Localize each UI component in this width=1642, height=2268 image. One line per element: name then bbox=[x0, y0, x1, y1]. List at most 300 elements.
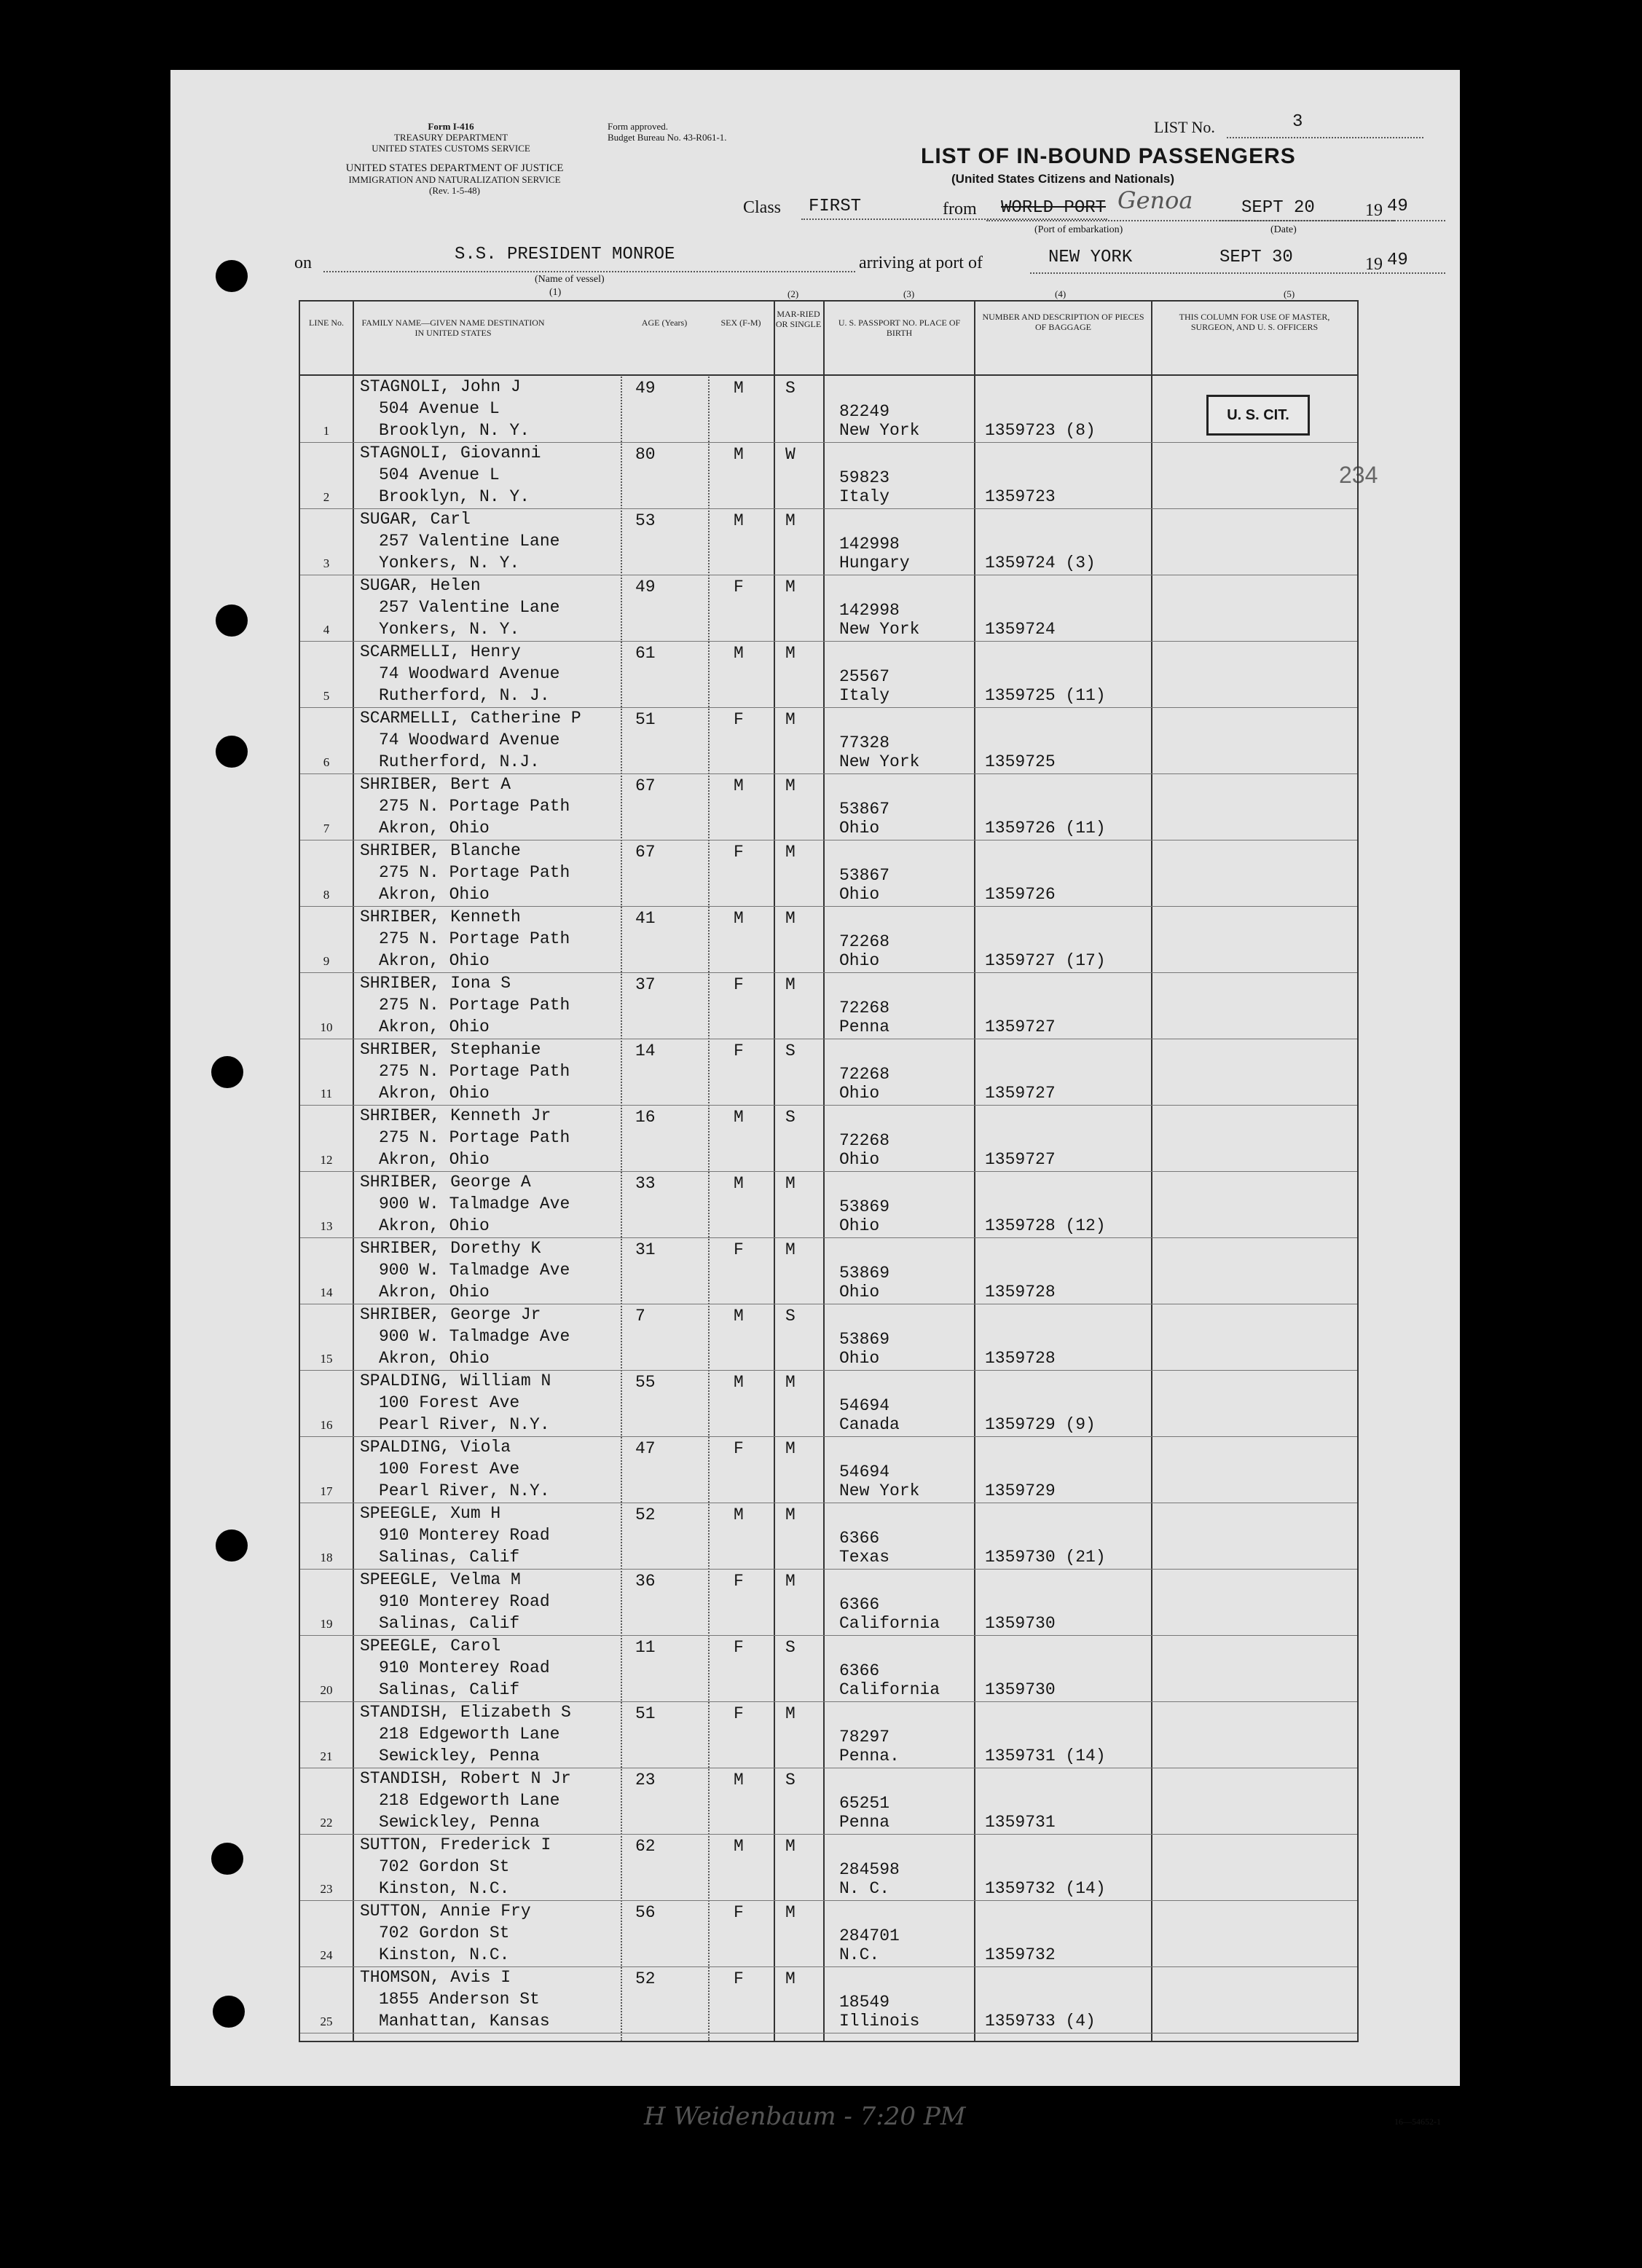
address-street: 74 Woodward Avenue bbox=[379, 731, 560, 749]
address-city: Akron, Ohio bbox=[379, 885, 490, 904]
passenger-name: SHRIBER, George A bbox=[360, 1173, 531, 1192]
address-street: 900 W. Talmadge Ave bbox=[379, 1194, 570, 1213]
address-city: Sewickley, Penna bbox=[379, 1747, 540, 1765]
sex: M bbox=[734, 511, 744, 530]
age: 49 bbox=[635, 379, 656, 398]
passport-number: 54694 bbox=[839, 1462, 890, 1481]
table-row bbox=[300, 840, 1357, 907]
marital-status: S bbox=[785, 1108, 796, 1127]
table-row bbox=[300, 1966, 1357, 2033]
marital-status: M bbox=[785, 843, 796, 862]
age: 47 bbox=[635, 1439, 656, 1458]
age: 49 bbox=[635, 578, 656, 596]
birthplace: N.C. bbox=[839, 1945, 880, 1964]
address-street: 275 N. Portage Path bbox=[379, 863, 570, 882]
col-num-5: (5) bbox=[1284, 288, 1295, 299]
passport-number: 82249 bbox=[839, 402, 890, 421]
col-header-officers: THIS COLUMN FOR USE OF MASTER, SURGEON, AND U. S. OFFICERS bbox=[1179, 312, 1330, 332]
table-row bbox=[300, 773, 1357, 840]
address-street: 504 Avenue L bbox=[379, 465, 500, 484]
age: 80 bbox=[635, 445, 656, 464]
sex: F bbox=[734, 1572, 744, 1591]
baggage: 1359724 bbox=[985, 620, 1056, 639]
table-row bbox=[300, 1635, 1357, 1702]
address-city: Rutherford, N. J. bbox=[379, 686, 550, 705]
passport-number: 53869 bbox=[839, 1197, 890, 1216]
address-city: Pearl River, N.Y. bbox=[379, 1415, 550, 1434]
col-header-passport: U. S. PASSPORT NO. PLACE OF BIRTH bbox=[838, 318, 961, 338]
address-city: Brooklyn, N. Y. bbox=[379, 487, 530, 506]
address-city: Sewickley, Penna bbox=[379, 1813, 540, 1832]
revision-date: (Rev. 1-5-48) bbox=[429, 185, 480, 196]
address-street: 1855 Anderson St bbox=[379, 1990, 540, 2009]
address-street: 257 Valentine Lane bbox=[379, 532, 560, 551]
line-number: 7 bbox=[323, 822, 330, 835]
passenger-name: SHRIBER, Bert A bbox=[360, 775, 511, 794]
age: 23 bbox=[635, 1771, 656, 1789]
passport-number: 53867 bbox=[839, 800, 890, 819]
passport-number: 72268 bbox=[839, 1131, 890, 1150]
address-city: Pearl River, N.Y. bbox=[379, 1481, 550, 1500]
address-city: Salinas, Calif bbox=[379, 1548, 520, 1567]
marital-status: S bbox=[785, 1042, 796, 1060]
age: 52 bbox=[635, 1505, 656, 1524]
address-street: 900 W. Talmadge Ave bbox=[379, 1327, 570, 1346]
address-city: Kinston, N.C. bbox=[379, 1945, 510, 1964]
budget-bureau: Budget Bureau No. 43-R061-1. bbox=[608, 132, 727, 143]
sex: M bbox=[734, 909, 744, 928]
stamp-serial-number: 234 bbox=[1339, 462, 1378, 488]
vessel-name: S.S. PRESIDENT MONROE bbox=[455, 245, 675, 264]
col-num-4: (4) bbox=[1055, 288, 1066, 299]
birthplace: Ohio bbox=[839, 819, 880, 838]
date-caption: (Date) bbox=[1270, 224, 1297, 235]
age: 55 bbox=[635, 1373, 656, 1392]
birthplace: Canada bbox=[839, 1415, 900, 1434]
baggage: 1359727 bbox=[985, 1084, 1056, 1103]
address-city: Manhattan, Kansas bbox=[379, 2012, 550, 2031]
passenger-name: STANDISH, Robert N Jr bbox=[360, 1769, 571, 1788]
baggage: 1359729 bbox=[985, 1481, 1056, 1500]
sex: F bbox=[734, 1240, 744, 1259]
passport-number: 284701 bbox=[839, 1926, 900, 1945]
address-street: 275 N. Portage Path bbox=[379, 929, 570, 948]
address-city: Salinas, Calif bbox=[379, 1680, 520, 1699]
baggage: 1359726 bbox=[985, 885, 1056, 904]
passenger-name: STANDISH, Elizabeth S bbox=[360, 1703, 571, 1722]
birthplace: New York bbox=[839, 1481, 920, 1500]
page-subtitle: (United States Citizens and Nationals) bbox=[951, 172, 1175, 186]
address-city: Rutherford, N.J. bbox=[379, 752, 540, 771]
marital-status: M bbox=[785, 1373, 796, 1392]
line-number: 22 bbox=[320, 1816, 333, 1830]
passport-number: 6366 bbox=[839, 1529, 880, 1548]
table-row bbox=[300, 641, 1357, 708]
table-row bbox=[300, 376, 1357, 443]
col-header-married: MAR-RIED OR SINGLE bbox=[775, 309, 822, 329]
sex: M bbox=[734, 644, 744, 663]
baggage: 1359727 (17) bbox=[985, 951, 1106, 970]
age: 53 bbox=[635, 511, 656, 530]
col-num-2: (2) bbox=[787, 288, 799, 299]
passport-number: 77328 bbox=[839, 733, 890, 752]
marital-status: M bbox=[785, 776, 796, 795]
baggage: 1359727 bbox=[985, 1150, 1056, 1169]
table-row bbox=[300, 1503, 1357, 1570]
address-street: 910 Monterey Road bbox=[379, 1526, 550, 1545]
from-label: from bbox=[943, 200, 977, 218]
birthplace: Italy bbox=[839, 686, 890, 705]
port-embarkation-handwritten: Genoa bbox=[1117, 186, 1193, 214]
table-row bbox=[300, 1370, 1357, 1437]
passenger-name: SHRIBER, Kenneth Jr bbox=[360, 1106, 551, 1125]
passport-number: 6366 bbox=[839, 1595, 880, 1614]
binder-hole bbox=[216, 260, 248, 292]
line-number: 6 bbox=[323, 755, 330, 769]
age: 51 bbox=[635, 710, 656, 729]
marital-status: S bbox=[785, 1771, 796, 1789]
address-street: 218 Edgeworth Lane bbox=[379, 1725, 560, 1744]
passenger-name: SHRIBER, Iona S bbox=[360, 974, 511, 993]
baggage: 1359731 (14) bbox=[985, 1747, 1106, 1765]
form-header-justice bbox=[287, 163, 622, 196]
list-no-label: LIST No. bbox=[1154, 118, 1215, 136]
line-number: 16 bbox=[320, 1418, 333, 1432]
address-street: 275 N. Portage Path bbox=[379, 996, 570, 1015]
form-approved: Form approved. bbox=[608, 121, 669, 132]
passport-number: 53869 bbox=[839, 1330, 890, 1349]
baggage: 1359727 bbox=[985, 1017, 1056, 1036]
sex: M bbox=[734, 776, 744, 795]
sex: M bbox=[734, 379, 744, 398]
col-header-baggage: NUMBER AND DESCRIPTION OF PIECES OF BAGGAGE bbox=[982, 312, 1144, 332]
address-city: Yonkers, N. Y. bbox=[379, 554, 520, 572]
us-citizen-stamp: U. S. CIT. bbox=[1206, 395, 1310, 436]
passenger-name: STAGNOLI, Giovanni bbox=[360, 444, 541, 462]
line-number: 2 bbox=[323, 490, 330, 504]
marital-status: M bbox=[785, 578, 796, 596]
line-number: 1 bbox=[323, 424, 330, 438]
line-number: 20 bbox=[320, 1683, 333, 1697]
col-header-sex: SEX (F-M) bbox=[720, 318, 761, 328]
vessel-caption: (Name of vessel) bbox=[535, 274, 605, 285]
baggage: 1359728 bbox=[985, 1349, 1056, 1368]
marital-status: M bbox=[785, 1240, 796, 1259]
line-number: 24 bbox=[320, 1948, 333, 1962]
passenger-name: SUTTON, Annie Fry bbox=[360, 1902, 531, 1921]
list-no-value: 3 bbox=[1292, 112, 1303, 132]
passport-number: 54694 bbox=[839, 1396, 890, 1415]
marital-status: S bbox=[785, 379, 796, 398]
line-number: 19 bbox=[320, 1617, 333, 1631]
passport-number: 284598 bbox=[839, 1860, 900, 1879]
table-row bbox=[300, 1436, 1357, 1503]
sex: M bbox=[734, 1837, 744, 1856]
address-city: Akron, Ohio bbox=[379, 1283, 490, 1302]
sex: F bbox=[734, 578, 744, 596]
port-embarkation-caption: (Port of embarkation) bbox=[1034, 224, 1123, 235]
embark-year-prefix: 19 bbox=[1365, 201, 1383, 220]
table-row bbox=[300, 508, 1357, 575]
address-city: Brooklyn, N. Y. bbox=[379, 421, 530, 440]
passenger-name: SHRIBER, Kenneth bbox=[360, 907, 521, 926]
form-header-treasury bbox=[345, 121, 557, 154]
line-number: 5 bbox=[323, 689, 330, 703]
line-number: 3 bbox=[323, 556, 330, 570]
address-street: 900 W. Talmadge Ave bbox=[379, 1261, 570, 1280]
address-street: 702 Gordon St bbox=[379, 1857, 510, 1876]
table-row bbox=[300, 1105, 1357, 1172]
birthplace: Illinois bbox=[839, 2012, 920, 2031]
age: 31 bbox=[635, 1240, 656, 1259]
age: 36 bbox=[635, 1572, 656, 1591]
marital-status: S bbox=[785, 1638, 796, 1657]
arriving-label: arriving at port of bbox=[859, 253, 983, 272]
col-num-3: (3) bbox=[903, 288, 915, 299]
passport-number: 18549 bbox=[839, 1993, 890, 2012]
age: 7 bbox=[635, 1307, 645, 1326]
address-city: Akron, Ohio bbox=[379, 1150, 490, 1169]
sex: F bbox=[734, 975, 744, 994]
sex: M bbox=[734, 1373, 744, 1392]
line-number: 11 bbox=[320, 1087, 333, 1100]
table-row bbox=[300, 1304, 1357, 1371]
address-street: 74 Woodward Avenue bbox=[379, 664, 560, 683]
table-row bbox=[300, 1569, 1357, 1636]
table-row bbox=[300, 442, 1357, 509]
embark-date: SEPT 20 bbox=[1241, 198, 1315, 218]
on-label: on bbox=[294, 253, 312, 272]
address-street: 257 Valentine Lane bbox=[379, 598, 560, 617]
sex: F bbox=[734, 1439, 744, 1458]
table-row bbox=[300, 1039, 1357, 1106]
class-value: FIRST bbox=[809, 197, 862, 216]
passenger-table bbox=[299, 300, 1359, 2042]
passenger-name: SPEEGLE, Velma M bbox=[360, 1570, 521, 1589]
marital-status: M bbox=[785, 1969, 796, 1988]
line-number: 25 bbox=[320, 2015, 333, 2028]
line-number: 10 bbox=[320, 1020, 333, 1034]
line-number: 15 bbox=[320, 1352, 333, 1366]
baggage: 1359731 bbox=[985, 1813, 1056, 1832]
birthplace: California bbox=[839, 1680, 940, 1699]
sex: F bbox=[734, 1903, 744, 1922]
age: 37 bbox=[635, 975, 656, 994]
passenger-name: SPEEGLE, Carol bbox=[360, 1637, 501, 1655]
birthplace: Ohio bbox=[839, 885, 880, 904]
address-city: Yonkers, N. Y. bbox=[379, 620, 520, 639]
treasury-department: TREASURY DEPARTMENT bbox=[393, 132, 508, 143]
form-footer-number: 16—54652-1 bbox=[1394, 2117, 1441, 2127]
passenger-name: SUGAR, Helen bbox=[360, 576, 481, 595]
line-number: 12 bbox=[320, 1153, 333, 1167]
line-number: 9 bbox=[323, 954, 330, 968]
marital-status: M bbox=[785, 1903, 796, 1922]
marital-status: S bbox=[785, 1307, 796, 1326]
passenger-name: SPEEGLE, Xum H bbox=[360, 1504, 501, 1523]
birthplace: Italy bbox=[839, 487, 890, 506]
table-row bbox=[300, 707, 1357, 774]
table-row bbox=[300, 575, 1357, 642]
passenger-name: SUGAR, Carl bbox=[360, 510, 471, 529]
line-number: 14 bbox=[320, 1285, 333, 1299]
sex: F bbox=[734, 1638, 744, 1657]
sex: M bbox=[734, 1108, 744, 1127]
address-city: Akron, Ohio bbox=[379, 1349, 490, 1368]
table-row bbox=[300, 972, 1357, 1039]
address-street: 702 Gordon St bbox=[379, 1924, 510, 1942]
passenger-name: SCARMELLI, Catherine P bbox=[360, 709, 581, 728]
age: 67 bbox=[635, 843, 656, 862]
birthplace: Penna. bbox=[839, 1747, 900, 1765]
page-title: LIST OF IN-BOUND PASSENGERS bbox=[921, 144, 1296, 168]
customs-service: UNITED STATES CUSTOMS SERVICE bbox=[372, 143, 530, 154]
age: 41 bbox=[635, 909, 656, 928]
passport-number: 53869 bbox=[839, 1264, 890, 1283]
binder-hole bbox=[211, 1056, 243, 1088]
baggage: 1359728 bbox=[985, 1283, 1056, 1302]
marital-status: M bbox=[785, 1174, 796, 1193]
passport-number: 72268 bbox=[839, 1065, 890, 1084]
address-street: 100 Forest Ave bbox=[379, 1393, 520, 1412]
address-street: 218 Edgeworth Lane bbox=[379, 1791, 560, 1810]
arrival-date: SEPT 30 bbox=[1219, 248, 1293, 267]
passport-number: 53867 bbox=[839, 866, 890, 885]
embark-year: 49 bbox=[1387, 197, 1408, 216]
marital-status: M bbox=[785, 644, 796, 663]
line-number: 23 bbox=[320, 1882, 333, 1896]
address-city: Akron, Ohio bbox=[379, 1017, 490, 1036]
birthplace: Ohio bbox=[839, 1283, 880, 1302]
baggage: 1359730 bbox=[985, 1680, 1056, 1699]
line-number: 18 bbox=[320, 1551, 333, 1564]
address-city: Akron, Ohio bbox=[379, 1084, 490, 1103]
address-street: 275 N. Portage Path bbox=[379, 1062, 570, 1081]
table-row bbox=[300, 1834, 1357, 1901]
birthplace: Ohio bbox=[839, 1216, 880, 1235]
class-label: Class bbox=[743, 198, 782, 217]
passport-number: 72268 bbox=[839, 999, 890, 1017]
sex: F bbox=[734, 1704, 744, 1723]
baggage: 1359728 (12) bbox=[985, 1216, 1106, 1235]
binder-hole bbox=[216, 605, 248, 637]
age: 16 bbox=[635, 1108, 656, 1127]
table-row bbox=[300, 1768, 1357, 1835]
sex: M bbox=[734, 445, 744, 464]
sex: M bbox=[734, 1174, 744, 1193]
address-street: 504 Avenue L bbox=[379, 399, 500, 418]
address-city: Salinas, Calif bbox=[379, 1614, 520, 1633]
passenger-name: SHRIBER, Blanche bbox=[360, 841, 521, 860]
passport-number: 72268 bbox=[839, 932, 890, 951]
passport-number: 78297 bbox=[839, 1728, 890, 1747]
age: 33 bbox=[635, 1174, 656, 1193]
sex: M bbox=[734, 1505, 744, 1524]
binder-hole bbox=[216, 1529, 248, 1562]
birthplace: Ohio bbox=[839, 1349, 880, 1368]
sex: F bbox=[734, 843, 744, 862]
address-street: 910 Monterey Road bbox=[379, 1658, 550, 1677]
birthplace: Texas bbox=[839, 1548, 890, 1567]
table-row bbox=[300, 1900, 1357, 1967]
passenger-name: SPALDING, William N bbox=[360, 1371, 551, 1390]
arrival-year-prefix: 19 bbox=[1365, 255, 1383, 274]
marital-status: M bbox=[785, 1505, 796, 1524]
marital-status: M bbox=[785, 710, 796, 729]
passport-number: 142998 bbox=[839, 601, 900, 620]
marital-status: M bbox=[785, 909, 796, 928]
baggage: 1359730 bbox=[985, 1614, 1056, 1633]
col-header-name: FAMILY NAME—GIVEN NAME DESTINATION IN UNITED STATES bbox=[361, 318, 545, 338]
table-row bbox=[300, 1171, 1357, 1238]
birthplace: New York bbox=[839, 752, 920, 771]
officer-signature: H Weidenbaum - 7:20 PM bbox=[644, 2102, 966, 2131]
age: 14 bbox=[635, 1042, 656, 1060]
table-row bbox=[300, 1237, 1357, 1304]
binder-hole bbox=[216, 736, 248, 768]
address-street: 100 Forest Ave bbox=[379, 1460, 520, 1478]
baggage: 1359723 (8) bbox=[985, 421, 1096, 440]
binder-hole bbox=[213, 1996, 245, 2028]
form-number: Form I-416 bbox=[428, 121, 474, 132]
birthplace: Penna bbox=[839, 1813, 890, 1832]
address-street: 275 N. Portage Path bbox=[379, 797, 570, 816]
arrival-port: NEW YORK bbox=[1048, 248, 1133, 267]
passenger-name: SPALDING, Viola bbox=[360, 1438, 511, 1457]
baggage: 1359730 (21) bbox=[985, 1548, 1106, 1567]
passenger-name: STAGNOLI, John J bbox=[360, 377, 521, 396]
table-row bbox=[300, 1701, 1357, 1768]
baggage: 1359726 (11) bbox=[985, 819, 1106, 838]
passport-number: 6366 bbox=[839, 1661, 880, 1680]
sex: M bbox=[734, 1771, 744, 1789]
birthplace: New York bbox=[839, 421, 920, 440]
baggage: 1359724 (3) bbox=[985, 554, 1096, 572]
birthplace: Ohio bbox=[839, 1150, 880, 1169]
marital-status: M bbox=[785, 975, 796, 994]
marital-status: M bbox=[785, 1572, 796, 1591]
passenger-name: SUTTON, Frederick I bbox=[360, 1835, 551, 1854]
line-number: 17 bbox=[320, 1484, 333, 1498]
passenger-name: SHRIBER, Stephanie bbox=[360, 1040, 541, 1059]
line-number: 8 bbox=[323, 888, 330, 902]
sex: F bbox=[734, 710, 744, 729]
sex: M bbox=[734, 1307, 744, 1326]
marital-status: M bbox=[785, 1704, 796, 1723]
marital-status: W bbox=[785, 445, 796, 464]
address-street: 910 Monterey Road bbox=[379, 1592, 550, 1611]
marital-status: M bbox=[785, 1837, 796, 1856]
address-city: Kinston, N.C. bbox=[379, 1879, 510, 1898]
arrival-year: 49 bbox=[1387, 251, 1408, 270]
passenger-name: SHRIBER, George Jr bbox=[360, 1305, 541, 1324]
line-number: 21 bbox=[320, 1749, 333, 1763]
baggage: 1359725 bbox=[985, 752, 1056, 771]
age: 51 bbox=[635, 1704, 656, 1723]
birthplace: Hungary bbox=[839, 554, 910, 572]
col-header-line-no: LINE No. bbox=[309, 318, 344, 328]
birthplace: N. C. bbox=[839, 1879, 890, 1898]
marital-status: M bbox=[785, 1439, 796, 1458]
baggage: 1359725 (11) bbox=[985, 686, 1106, 705]
birthplace: Penna bbox=[839, 1017, 890, 1036]
age: 62 bbox=[635, 1837, 656, 1856]
address-city: Akron, Ohio bbox=[379, 951, 490, 970]
baggage: 1359732 (14) bbox=[985, 1879, 1106, 1898]
passport-number: 142998 bbox=[839, 535, 900, 554]
passenger-name: SCARMELLI, Henry bbox=[360, 642, 521, 661]
age: 61 bbox=[635, 644, 656, 663]
